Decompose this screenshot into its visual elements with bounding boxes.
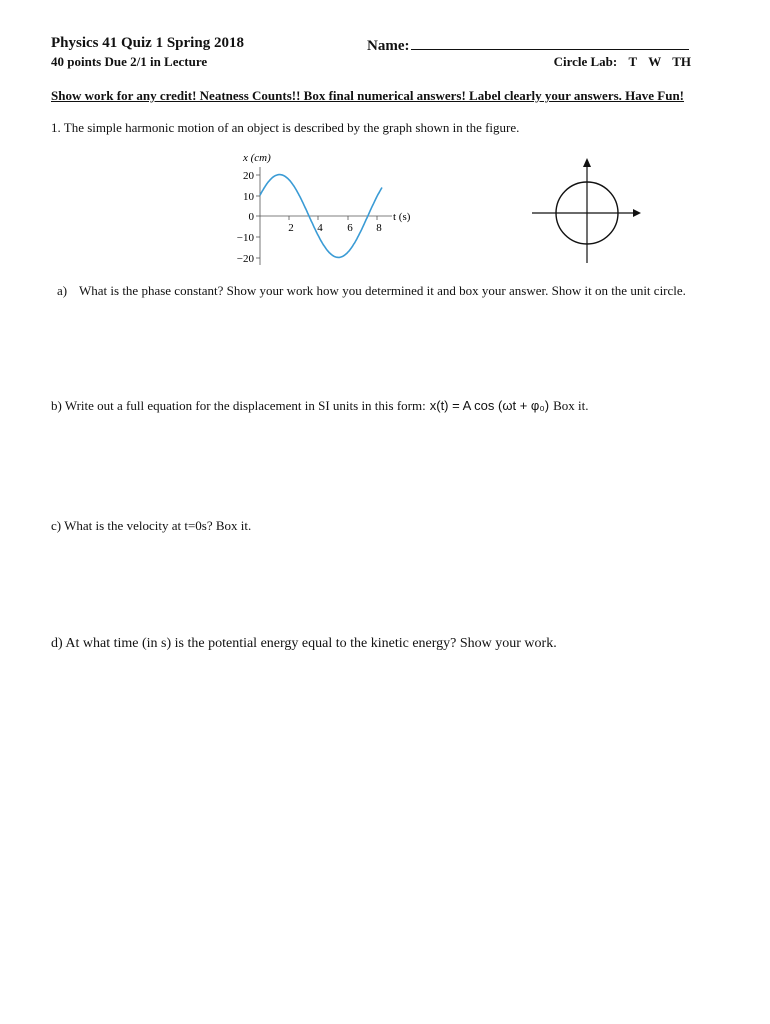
graph-y-axis-label: x (cm) [243, 152, 271, 164]
question-1d-text: d) At what time (in s) is the potential energy equal to the kinetic energy? Show your work. [51, 636, 557, 651]
question-1b [51, 398, 588, 414]
question-1a-label: a) [57, 283, 68, 298]
shm-graph [220, 145, 420, 270]
displacement-equation: x(t) = A cos (ωt + φ₀) [429, 398, 550, 413]
horizontal-arrowhead [633, 209, 641, 217]
lab-day-t: T [628, 54, 637, 69]
y-tick-neg20: −20 [236, 253, 254, 265]
quiz-subtitle: 40 points Due 2/1 in Lecture [51, 54, 208, 69]
x-tick-8: 8 [376, 222, 382, 234]
question-1c-text: c) What is the velocity at t=0s? Box it. [51, 518, 252, 533]
name-field [367, 35, 689, 55]
quiz-title: Physics 41 Quiz 1 Spring 2018 [51, 35, 244, 51]
circle-lab-label: Circle Lab: [553, 54, 618, 69]
instructions: Show work for any credit! Neatness Counts!! Box final numerical answers! Label clearly your answers. Have Fun! [51, 88, 685, 103]
lab-day-w: W [648, 54, 661, 69]
question-1b-suffix: Box it. [553, 398, 589, 413]
question-1b-text: b) Write out a full equation for the displacement in SI units in this form: [51, 398, 426, 413]
unit-circle-diagram [528, 155, 648, 267]
y-tick-20: 20 [243, 170, 254, 182]
x-tick-2: 2 [288, 222, 294, 234]
y-tick-0: 0 [248, 211, 254, 223]
x-tick-4: 4 [317, 222, 323, 234]
x-tick-6: 6 [347, 222, 353, 234]
circle-lab [554, 54, 691, 70]
lab-day-th: TH [672, 54, 691, 69]
graph-x-axis-label: t (s) [393, 211, 411, 223]
question-1-text: 1. The simple harmonic motion of an object is described by the graph shown in the figure. [51, 120, 520, 135]
y-tick-neg10: −10 [236, 232, 254, 244]
vertical-arrowhead [583, 158, 591, 167]
name-label: Name: [367, 38, 410, 54]
question-1a-text: What is the phase constant? Show your work how you determined it and box your answer. Show it on the unit circle. [79, 283, 686, 298]
y-tick-10: 10 [243, 191, 254, 203]
name-blank-line [411, 35, 689, 50]
question-1a [57, 283, 686, 299]
